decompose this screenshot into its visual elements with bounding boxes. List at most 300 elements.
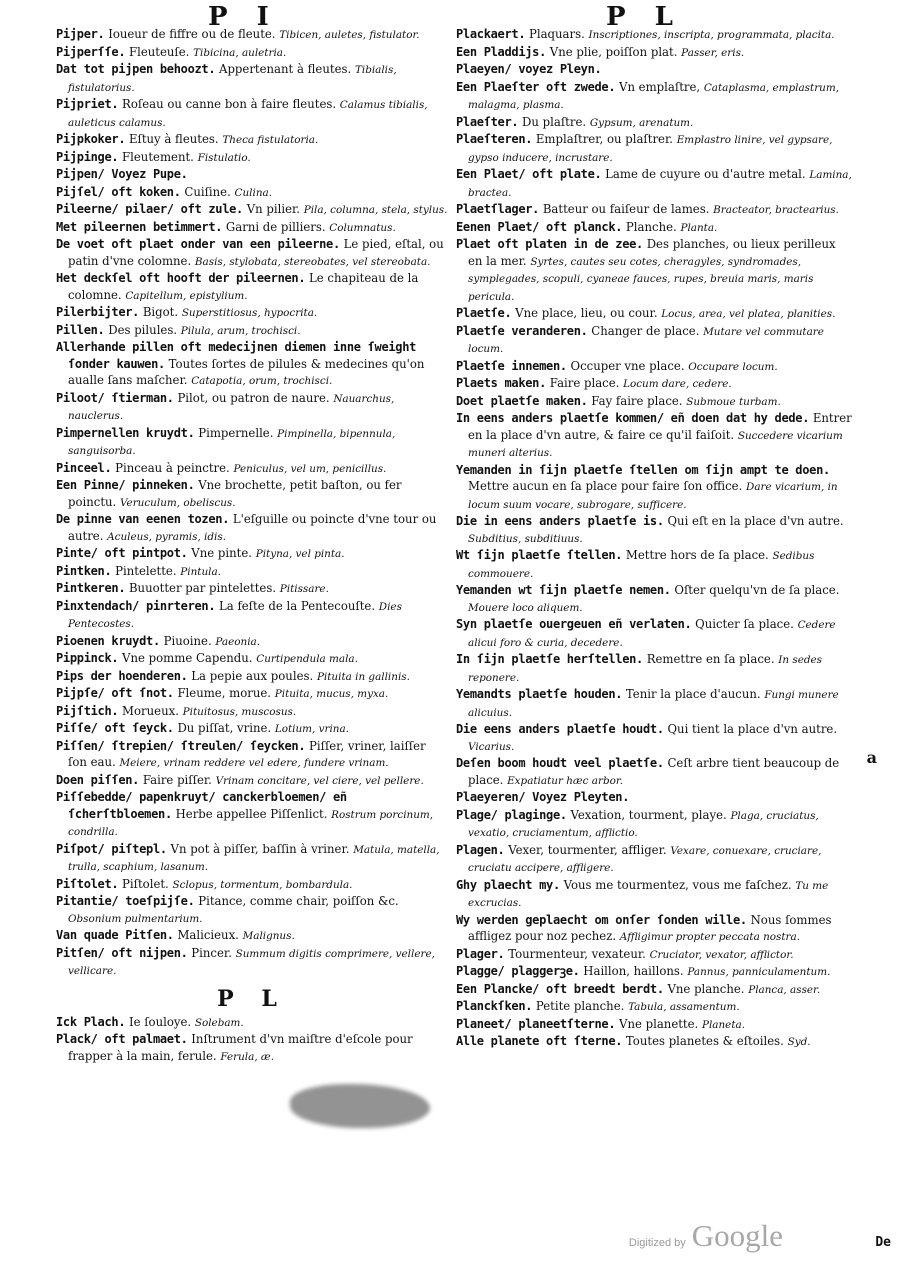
entry-french: Fleuteuſe. bbox=[128, 44, 190, 59]
entry-latin: Passer, eris. bbox=[681, 46, 745, 59]
entry-headword: Plaets maken. bbox=[456, 376, 547, 390]
dictionary-entry bbox=[456, 981, 852, 999]
entry-headword: Eenen Plaet/ oft planck. bbox=[456, 219, 623, 234]
entry-french: Entrer en la place d'vn autre, & faire ce qu'il faiſoit. bbox=[468, 411, 852, 442]
entry-french: Tenir la place d'aucun. bbox=[625, 687, 761, 701]
dictionary-entry bbox=[56, 511, 448, 545]
entry-french: Piſtolet. bbox=[122, 876, 169, 891]
entry-headword: Alle planete oft ſterne. bbox=[456, 1034, 623, 1048]
entry-headword: Ick Plach. bbox=[56, 1014, 126, 1029]
entry-latin: Pannus, panniculamentum. bbox=[687, 966, 831, 978]
entry-headword: Pintken. bbox=[56, 563, 112, 578]
entry-headword: Een Pinne/ pinneken. bbox=[56, 478, 195, 492]
entry-headword: Plack/ oft palmaet. bbox=[56, 1032, 188, 1046]
entry-french: Occuper vne place. bbox=[570, 358, 685, 373]
dictionary-entry bbox=[56, 633, 448, 651]
dictionary-entry bbox=[56, 425, 448, 460]
entry-french: Mettre hors de ſa place. bbox=[625, 548, 769, 562]
dictionary-entry bbox=[56, 149, 448, 167]
entry-latin: Pitissare. bbox=[279, 583, 329, 595]
entry-latin: Vrinam concitare, vel ciere, vel pellere. bbox=[215, 774, 424, 787]
dictionary-entry bbox=[56, 893, 448, 927]
dictionary-entry bbox=[456, 963, 852, 981]
dictionary-entry bbox=[456, 807, 852, 842]
dictionary-entry bbox=[456, 547, 852, 582]
dictionary-entry bbox=[56, 563, 448, 581]
entry-headword: Die eens anders plaetſe houdt. bbox=[456, 722, 664, 736]
entry-headword: Pintkeren. bbox=[56, 581, 126, 595]
dictionary-entry bbox=[56, 703, 448, 721]
entry-french: Appertenant à fleutes. bbox=[219, 62, 352, 76]
dictionary-entry bbox=[456, 616, 852, 651]
entry-french: Ceſt arbre tient beaucoup de place. bbox=[468, 756, 840, 787]
dictionary-entry bbox=[56, 789, 448, 841]
entry-french: La feſte de la Pentecouſte. bbox=[219, 598, 376, 613]
entry-latin: Peniculus, vel um, penicillus. bbox=[233, 462, 387, 475]
entry-headword: Pinxtendach/ pinrteren. bbox=[56, 598, 216, 613]
entry-french: Vne pomme Capendu. bbox=[122, 651, 253, 665]
entry-headword: Die in eens anders plaetſe is. bbox=[456, 514, 664, 528]
entry-headword: Pimpernellen kruydt. bbox=[56, 425, 195, 440]
entry-french: Pimpernelle. bbox=[198, 425, 274, 440]
dictionary-entry bbox=[56, 460, 448, 478]
entry-latin: Locum dare, cedere. bbox=[623, 378, 732, 390]
dictionary-entry bbox=[456, 1033, 852, 1051]
entry-headword: Een Plancke/ oft breedt berdt. bbox=[456, 981, 664, 996]
entry-latin: Matula, matella, trulla, scaphium, lasanum. bbox=[68, 843, 440, 873]
entry-french: Nous ſommes affligez pour noz pechez. bbox=[468, 912, 832, 943]
entry-french: Vne planette. bbox=[619, 1016, 699, 1031]
entry-french: Cuiſine. bbox=[184, 184, 231, 199]
entry-french: Toutes ſortes de pilules & medecines qu'on aualle ſans maſcher. bbox=[68, 356, 425, 387]
entry-latin: Meiere, vrinam reddere vel edere, fundere vrinam. bbox=[119, 757, 389, 769]
dictionary-entry bbox=[56, 477, 448, 511]
entry-latin: Basis, stylobata, stereobates, vel stereobata. bbox=[194, 255, 431, 268]
dictionary-entry bbox=[456, 755, 852, 789]
entry-french: Tourmenteur, vexateur. bbox=[508, 946, 646, 961]
entry-latin: In sedes reponere. bbox=[468, 654, 822, 684]
entry-headword: Pitantie/ toeſpijſe. bbox=[56, 894, 195, 908]
entry-headword: Deſen boom houdt veel plaetſe. bbox=[456, 756, 664, 770]
entry-headword: Plaeſteren. bbox=[456, 132, 533, 146]
dictionary-entry bbox=[56, 545, 448, 563]
entry-french: Faire place. bbox=[549, 376, 620, 390]
dictionary-entry bbox=[56, 184, 448, 202]
entry-latin: Pituitosus, muscosus. bbox=[182, 705, 297, 718]
entry-headword: Plagge/ plaggerꝫe. bbox=[456, 964, 580, 978]
dictionary-entry bbox=[456, 946, 852, 964]
entry-french: Pincer. bbox=[191, 945, 232, 960]
entry-french: Ie ſouloye. bbox=[128, 1014, 192, 1029]
entry-latin: Fungi munere alicuius. bbox=[468, 689, 839, 719]
dictionary-entry bbox=[56, 166, 448, 184]
entry-headword: Allerhande pillen oft medecijnen diemen inne ſweight ſonder kauwen. bbox=[56, 340, 417, 371]
entry-headword: Met pileernen betimmert. bbox=[56, 219, 223, 234]
dictionary-entry bbox=[56, 1014, 448, 1032]
dictionary-entry bbox=[456, 201, 852, 219]
dictionary-entry bbox=[56, 685, 448, 703]
entry-latin: Pituita, mucus, myxa. bbox=[274, 688, 389, 700]
entry-latin: Sedibus commouere. bbox=[468, 550, 815, 580]
dictionary-entry bbox=[56, 927, 448, 945]
entry-headword: Plaeyen/ voyez Pleyn. bbox=[456, 62, 602, 76]
entry-french: Qui tient la place d'vn autre. bbox=[667, 722, 838, 736]
dictionary-entry bbox=[56, 668, 448, 686]
entry-headword: Yemanden wt ſijn plaetſe nemen. bbox=[456, 583, 671, 597]
entry-french: Inſtrument d'vn maiſtre d'eſcole pour frapper à la main, ferule. bbox=[68, 1032, 413, 1063]
dictionary-entry bbox=[56, 650, 448, 668]
entry-french: Haillon, haillons. bbox=[583, 964, 684, 978]
entry-latin: Calamus tibialis, auleticus calamus. bbox=[68, 99, 428, 129]
entry-french: Batteur ou faiſeur de lames. bbox=[542, 202, 710, 216]
entry-headword: Plaetſe. bbox=[456, 306, 512, 320]
entry-headword: Van quade Pitſen. bbox=[56, 928, 174, 942]
entry-headword: Yemandts plaetſe houden. bbox=[456, 687, 623, 701]
dictionary-entry bbox=[56, 580, 448, 598]
entry-latin: Subditius, subditiuus. bbox=[468, 532, 583, 545]
entry-latin: Pimpinella, bipennula, sanguisorba. bbox=[68, 427, 396, 457]
entry-headword: Pitſen/ oft nijpen. bbox=[56, 945, 188, 960]
entry-french: Eſtuy à fleutes. bbox=[128, 132, 219, 146]
entry-latin: Gypsum, arenatum. bbox=[589, 116, 694, 129]
dictionary-entry bbox=[56, 201, 448, 219]
dictionary-entry bbox=[56, 26, 448, 44]
entry-headword: Piloot/ ſtierman. bbox=[56, 390, 174, 405]
entry-headword: Plager. bbox=[456, 946, 505, 961]
entry-latin: Malignus. bbox=[242, 930, 295, 942]
dictionary-entry bbox=[456, 236, 852, 305]
entry-french: Malicieux. bbox=[177, 928, 239, 942]
entry-french: Fay faire place. bbox=[591, 393, 683, 408]
entry-latin: Tu me excrucias. bbox=[468, 879, 829, 909]
dictionary-entry bbox=[56, 598, 448, 633]
left-entries-after-section bbox=[56, 1014, 448, 1066]
entry-headword: Syn plaetſe ouergeuen eñ verlaten. bbox=[456, 617, 692, 631]
entry-headword: Dat tot pijpen behoozt. bbox=[56, 62, 216, 76]
entry-latin: Curtipendula mala. bbox=[256, 653, 358, 665]
entry-latin: Columnatus. bbox=[329, 221, 396, 234]
entry-french: Des pilules. bbox=[108, 322, 178, 337]
entry-french: Planche. bbox=[625, 219, 677, 234]
entry-headword: Pips der hoenderen. bbox=[56, 668, 188, 683]
entry-headword: Plackaert. bbox=[456, 27, 526, 41]
entry-latin: Solebam. bbox=[194, 1016, 244, 1029]
entry-latin: Pila, columna, stela, stylus. bbox=[303, 204, 448, 216]
entry-headword: Plaetſlager. bbox=[456, 202, 540, 216]
entry-latin: Submoue turbam. bbox=[686, 395, 781, 408]
dictionary-entry bbox=[456, 26, 852, 44]
entry-headword: Pijpen/ Voyez Pupe. bbox=[56, 167, 188, 181]
entry-french: Vexation, tourment, playe. bbox=[570, 807, 727, 822]
right-entries bbox=[456, 26, 852, 1051]
dictionary-entry bbox=[456, 998, 852, 1016]
entry-latin: Catapotia, orum, trochisci. bbox=[191, 375, 333, 387]
entry-headword: Pilerbijter. bbox=[56, 305, 140, 319]
dictionary-entry bbox=[56, 738, 448, 772]
entry-french: Des planches, ou lieux perilleux en la mer. bbox=[468, 237, 836, 268]
dictionary-entry bbox=[456, 686, 852, 721]
entry-headword: Plaeyeren/ Voyez Pleyten. bbox=[456, 790, 630, 804]
dictionary-entry bbox=[456, 842, 852, 877]
entry-headword: Een Pladdijs. bbox=[456, 44, 547, 59]
dictionary-entry bbox=[456, 410, 852, 462]
entry-latin: Rostrum porcinum, condrilla. bbox=[68, 808, 434, 838]
entry-french: Roſeau ou canne bon à faire fleutes. bbox=[122, 97, 337, 111]
entry-french: Plaquars. bbox=[528, 27, 585, 41]
entry-latin: Aculeus, pyramis, idis. bbox=[107, 530, 226, 543]
dictionary-entry bbox=[456, 375, 852, 393]
entry-french: Fleutement. bbox=[122, 149, 194, 164]
entry-french: Changer de place. bbox=[591, 323, 700, 338]
dictionary-entry bbox=[56, 322, 448, 340]
dictionary-entry bbox=[456, 79, 852, 114]
dictionary-entry bbox=[456, 219, 852, 237]
entry-headword: Pijpriet. bbox=[56, 97, 119, 111]
entry-latin: Paeonia. bbox=[215, 635, 261, 648]
entry-french: Mettre aucun en ſa place pour faire ſon office. bbox=[468, 479, 743, 493]
right-column bbox=[456, 26, 852, 1256]
dictionary-entry bbox=[56, 772, 448, 790]
entry-latin: Fistulatio. bbox=[197, 151, 251, 164]
right-column-header: P L bbox=[606, 2, 683, 32]
entry-latin: Tabula, assamentum. bbox=[628, 1001, 740, 1013]
dictionary-entry bbox=[56, 131, 448, 149]
entry-french: Emplaſtrer, ou plaſtrer. bbox=[535, 132, 673, 146]
digitized-watermark bbox=[629, 1218, 783, 1254]
entry-latin: Veruculum, obeliscus. bbox=[120, 496, 236, 509]
entry-latin: Pintula. bbox=[180, 565, 221, 578]
entry-latin: Culina. bbox=[234, 186, 273, 199]
entry-headword: Pijpſe/ oft ſnot. bbox=[56, 686, 174, 700]
left-entries bbox=[56, 26, 448, 980]
entry-headword: Plaetſe innemen. bbox=[456, 358, 567, 373]
entry-headword: In eens anders plaetſe kommen/ eñ doen dat hy dede. bbox=[456, 411, 810, 425]
entry-french: Vne planche. bbox=[667, 981, 745, 996]
margin-mark: a bbox=[866, 748, 877, 767]
entry-headword: Doet plaetſe maken. bbox=[456, 393, 588, 408]
entry-headword: Pileerne/ pilaer/ oft zule. bbox=[56, 202, 243, 216]
entry-latin: Occupare locum. bbox=[688, 360, 778, 373]
entry-latin: Tibicen, auletes, fistulator. bbox=[279, 29, 420, 41]
dictionary-entry bbox=[456, 166, 852, 201]
entry-french: Vne brochette, petit baſton, ou fer poinctu. bbox=[68, 478, 402, 509]
entry-french: Pinceau à peinctre. bbox=[115, 460, 230, 475]
entry-latin: Plaga, cruciatus, vexatio, cruciamentum, afflictio. bbox=[468, 809, 819, 839]
entry-headword: Doen piſſen. bbox=[56, 772, 140, 787]
entry-latin: Theca fistulatoria. bbox=[222, 134, 319, 146]
entry-french: Vne pinte. bbox=[191, 546, 252, 560]
entry-latin: Pilula, arum, trochisci. bbox=[180, 324, 301, 337]
entry-headword: Wy werden geplaecht om onſer ſonden wille. bbox=[456, 912, 747, 927]
entry-latin: Succedere vicarium muneri alterius. bbox=[468, 429, 843, 459]
entry-latin: Affligimur propter peccata nostra. bbox=[619, 931, 801, 943]
dictionary-entry bbox=[456, 462, 852, 514]
entry-latin: Cataplasma, emplastrum, malagma, plasma. bbox=[468, 81, 840, 111]
entry-headword: Pinceel. bbox=[56, 460, 112, 475]
dictionary-entry bbox=[456, 393, 852, 411]
entry-french: Qui eſt en la place d'vn autre. bbox=[667, 514, 844, 528]
entry-french: Le pied, eſtal, ou patin d'vne colomne. bbox=[68, 237, 444, 268]
entry-french: Lame de cuyure ou d'autre metal. bbox=[605, 167, 806, 181]
entry-french: Ioueur de fiffre ou de fleute. bbox=[108, 27, 276, 41]
ink-smudge bbox=[290, 1084, 430, 1128]
entry-french: Vous me tourmentez, vous me faſchez. bbox=[563, 877, 792, 892]
dictionary-entry bbox=[56, 339, 448, 390]
dictionary-entry bbox=[456, 131, 852, 166]
entry-latin: Obsonium pulmentarium. bbox=[68, 912, 203, 925]
dictionary-entry bbox=[56, 61, 448, 96]
entry-headword: Pijſtich. bbox=[56, 703, 119, 718]
entry-latin: Sclopus, tormentum, bombardula. bbox=[172, 878, 353, 891]
entry-french: Buuotter par pintelettes. bbox=[128, 581, 277, 595]
entry-headword: Pioenen kruydt. bbox=[56, 633, 160, 648]
entry-headword: Piſſen/ ſtrepien/ ſtreulen/ ſeycken. bbox=[56, 738, 306, 753]
entry-headword: Piſſe/ oft ſeyck. bbox=[56, 721, 174, 735]
entry-latin: Inscriptiones, inscripta, programmata, placita. bbox=[588, 29, 835, 41]
entry-french: Morueux. bbox=[122, 703, 179, 718]
entry-headword: Pinte/ oft pintpot. bbox=[56, 546, 188, 560]
dictionary-entry bbox=[456, 305, 852, 323]
dictionary-entry bbox=[56, 304, 448, 322]
entry-headword: Plaeſter. bbox=[456, 114, 519, 129]
entry-latin: Vexare, conuexare, cruciare, cruciatu accipere, affligere. bbox=[468, 844, 822, 874]
dictionary-entry bbox=[56, 1031, 448, 1065]
entry-latin: Tibialis, fistulatorius. bbox=[68, 64, 397, 94]
dictionary-entry bbox=[456, 789, 852, 807]
entry-latin: Pityna, vel pinta. bbox=[255, 548, 345, 560]
dictionary-entry bbox=[56, 44, 448, 62]
entry-latin: Mutare vel commutare locum. bbox=[468, 325, 824, 355]
entry-latin: Emplastro linire, vel gypsare, gypso inducere, incrustare. bbox=[468, 134, 833, 164]
entry-headword: Plagen. bbox=[456, 842, 505, 857]
dictionary-entry bbox=[456, 358, 852, 376]
entry-french: Piſſer, vriner, laiſſer ſon eau. bbox=[68, 738, 426, 769]
entry-headword: Planckſken. bbox=[456, 999, 533, 1013]
entry-latin: Syd. bbox=[787, 1036, 811, 1048]
entry-french: La pepie aux poules. bbox=[191, 668, 314, 683]
entry-latin: Expatiatur hæc arbor. bbox=[507, 774, 623, 787]
entry-latin: Nauarchus, nauclerus. bbox=[68, 392, 395, 422]
entry-french: Vn emplaſtre, bbox=[619, 79, 701, 94]
entry-headword: Het deckſel oft hooft der pileernen. bbox=[56, 271, 306, 285]
entry-french: Faire piſſer. bbox=[142, 772, 212, 787]
dictionary-entry bbox=[456, 721, 852, 755]
entry-latin: Dies Pentecostes. bbox=[68, 600, 402, 630]
dictionary-entry bbox=[456, 582, 852, 616]
entry-latin: Syrtes, cautes seu cotes, cheragyles, syndromades, symplegades, scopuli, cyaneae fauces, rupes, breuia maris, maris pericula. bbox=[468, 255, 814, 303]
entry-latin: Ferula, æ. bbox=[220, 1050, 275, 1063]
entry-latin: Mouere loco aliquem. bbox=[468, 601, 583, 614]
entry-headword: Piſtolet. bbox=[56, 876, 119, 891]
entry-headword: Pijpinge. bbox=[56, 149, 119, 164]
entry-french: Oſter quelqu'vn de ſa place. bbox=[674, 583, 840, 597]
left-column bbox=[56, 26, 448, 1216]
entry-french: Pintelette. bbox=[115, 563, 177, 578]
entry-headword: Pillen. bbox=[56, 322, 105, 337]
entry-headword: Pippinck. bbox=[56, 651, 119, 665]
dictionary-entry bbox=[456, 114, 852, 132]
entry-latin: Planta. bbox=[680, 221, 718, 234]
google-logo: Google bbox=[691, 1218, 783, 1253]
entry-headword: Ghy plaecht my. bbox=[456, 877, 560, 892]
entry-latin: Tibicina, auletria. bbox=[193, 46, 287, 59]
entry-french: Vn pilier. bbox=[246, 202, 300, 216]
entry-french: Pilot, ou patron de naure. bbox=[177, 390, 330, 405]
dictionary-entry bbox=[456, 912, 852, 946]
entry-headword: Pijperſſe. bbox=[56, 44, 126, 59]
entry-french: Bigot. bbox=[142, 305, 179, 319]
dictionary-entry bbox=[456, 1016, 852, 1034]
dictionary-entry bbox=[456, 651, 852, 686]
entry-headword: De pinne van eenen tozen. bbox=[56, 512, 230, 526]
dictionary-entry bbox=[56, 270, 448, 304]
entry-headword: De voet oft plaet onder van een pileerne. bbox=[56, 237, 340, 251]
entry-french: Du plaſtre. bbox=[522, 114, 587, 129]
entry-latin: Capitellum, epistylium. bbox=[125, 289, 248, 302]
entry-french: L'eſguille ou poincte d'vne tour ou autre. bbox=[68, 512, 437, 543]
entry-french: Vn pot à piſſer, baſſin à vriner. bbox=[170, 841, 350, 856]
dictionary-entry bbox=[56, 390, 448, 425]
entry-headword: Een Plaet/ oft plate. bbox=[456, 167, 602, 181]
entry-french: Remettre en ſa place. bbox=[646, 652, 775, 666]
entry-headword: Een Plaeſter oft zwede. bbox=[456, 79, 616, 94]
entry-latin: Cruciator, vexator, afflictor. bbox=[649, 948, 794, 961]
entry-french: Piuoine. bbox=[163, 633, 212, 648]
entry-headword: Yemanden in ſijn plaetſe ſtellen om ſijn ampt te doen. bbox=[456, 462, 830, 477]
dictionary-entry bbox=[56, 219, 448, 237]
dictionary-entry bbox=[56, 841, 448, 876]
entry-latin: Lamina, bractea. bbox=[468, 169, 852, 199]
catchword: De bbox=[875, 1235, 891, 1250]
dictionary-entry bbox=[56, 876, 448, 894]
dictionary-entry bbox=[56, 945, 448, 980]
entry-latin: Summum digitis comprimere, vellere, vellicare. bbox=[68, 947, 435, 977]
entry-headword: Planeet/ planeetſterne. bbox=[456, 1016, 616, 1031]
entry-headword: Piſſebedde/ papenkruyt/ canckerbloemen/ eñ ſcherſtbloemen. bbox=[56, 790, 347, 821]
dictionary-entry bbox=[56, 720, 448, 738]
entry-latin: Vicarius. bbox=[468, 740, 515, 753]
section-header-pl: P L bbox=[217, 985, 287, 1012]
dictionary-entry bbox=[56, 96, 448, 131]
entry-french: Vexer, tourmenter, affliger. bbox=[508, 842, 667, 857]
entry-latin: Pituita in gallinis. bbox=[316, 670, 410, 683]
entry-french: Herbe appellee Piſſenlict. bbox=[175, 806, 328, 821]
dictionary-entry bbox=[456, 513, 852, 547]
entry-headword: Plaetſe veranderen. bbox=[456, 323, 588, 338]
entry-headword: Pijper. bbox=[56, 27, 105, 41]
dictionary-entry bbox=[456, 323, 852, 358]
entry-latin: Superstitiosus, hypocrita. bbox=[181, 307, 318, 319]
entry-french: Le chapiteau de la colomne. bbox=[68, 271, 419, 302]
entry-headword: Plaet oft platen in de zee. bbox=[456, 237, 643, 251]
entry-latin: Cedere alicui foro & curia, decedere. bbox=[468, 619, 836, 649]
dictionary-entry bbox=[456, 61, 852, 79]
entry-french: Vne place, lieu, ou cour. bbox=[515, 306, 658, 320]
entry-headword: Pijſel/ oft koken. bbox=[56, 184, 181, 199]
entry-latin: Bracteator, bractearius. bbox=[713, 204, 839, 216]
entry-french: Pitance, comme chair, poiſſon &c. bbox=[198, 894, 399, 908]
entry-french: Quicter ſa place. bbox=[695, 617, 794, 631]
dictionary-entry bbox=[456, 877, 852, 912]
entry-latin: Dare vicarium, in locum suum vocare, subrogare, sufficere. bbox=[468, 481, 838, 511]
entry-latin: Locus, area, vel platea, planities. bbox=[661, 308, 836, 320]
entry-headword: Piſpot/ piſtepl. bbox=[56, 841, 167, 856]
entry-headword: Pijpkoker. bbox=[56, 132, 126, 146]
entry-latin: Planeta. bbox=[701, 1018, 746, 1031]
entry-latin: Lotium, vrina. bbox=[274, 723, 349, 735]
left-column-header: P I bbox=[208, 2, 279, 32]
entry-headword: Plage/ plaginge. bbox=[456, 807, 567, 822]
